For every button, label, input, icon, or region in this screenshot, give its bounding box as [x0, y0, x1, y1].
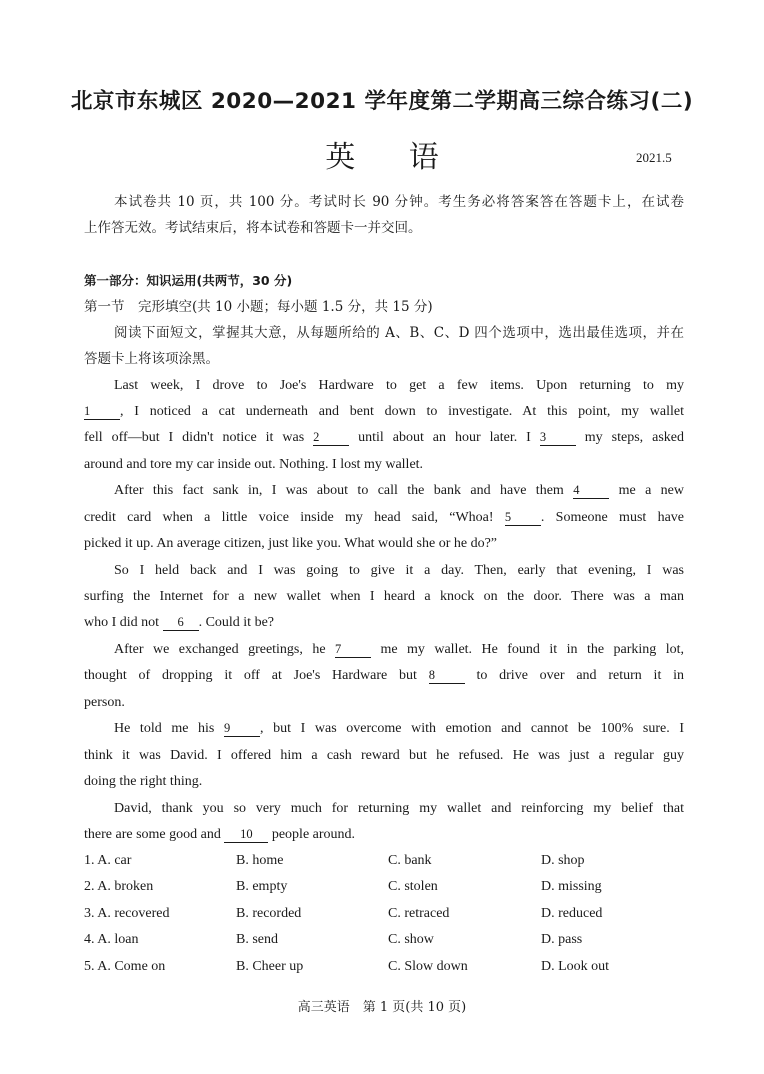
- blank-9: 9: [224, 720, 260, 737]
- option-b: B. empty: [236, 879, 288, 894]
- passage-line: credit card when a little voice inside my head said, “Whoa! 5 . Someone must have: [84, 510, 685, 525]
- blank-3: 3: [540, 429, 576, 446]
- passage-line: After we exchanged greetings, he 7 me my wallet. He found it in the parking lot,: [114, 642, 684, 657]
- instruction-line-1: 阅读下面短文，掌握其大意，从每题所给的 A、B、C、D 四个选项中，选出最佳选项，并在: [114, 325, 684, 341]
- blank-8: 8: [429, 667, 465, 684]
- subject-title: 英 语: [325, 140, 461, 175]
- option-row: [84, 954, 704, 980]
- section-heading: 第一节 完形填空(共 10 小题；每小题 1.5 分，共 15 分): [84, 299, 433, 315]
- passage-line: So I held back and I was going to give it a day. Then, early that evening, I was: [114, 563, 684, 578]
- instruction-line-2: 答题卡上将该项涂黑。: [84, 351, 219, 367]
- page-footer: 高三英语 第 1 页(共 10 页): [297, 1000, 467, 1015]
- option-row: [84, 901, 704, 927]
- option-d: D. shop: [541, 853, 585, 868]
- option-c: C. retraced: [388, 906, 450, 921]
- option-d: D. missing: [541, 879, 602, 894]
- blank-7: 7: [335, 641, 371, 658]
- exam-date: 2021.5: [636, 150, 672, 165]
- option-row: [84, 927, 704, 953]
- option-row: [84, 874, 704, 900]
- passage-line: thought of dropping it off at Joe's Hardware but 8 to drive over and return it in: [84, 668, 684, 683]
- option-c: C. bank: [388, 853, 432, 868]
- option-c: C. stolen: [388, 879, 438, 894]
- passage-line: person.: [84, 695, 125, 710]
- part-heading: 第一部分：知识运用(共两节，30 分): [84, 273, 293, 288]
- passage-line: surfing the Internet for a new wallet when I heard a knock on the door. There was a man: [84, 589, 684, 604]
- passage-line: around and tore my car inside out. Nothing. I lost my wallet.: [84, 457, 424, 472]
- blank-10: 10: [224, 826, 268, 843]
- blank-5: 5: [505, 509, 541, 526]
- option-c: C. Slow down: [388, 959, 468, 974]
- passage-line: there are some good and 10 people around.: [84, 827, 356, 842]
- passage-line: think it was David. I offered him a cash reward but he refused. He was just a regular guy: [84, 748, 684, 763]
- option-row: [84, 848, 704, 874]
- option-b: B. recorded: [236, 906, 302, 921]
- option-a: 4. A. loan: [84, 932, 139, 947]
- intro-line-1: 本试卷共 10 页，共 100 分。考试时长 90 分钟。考生务必将答案答在答题卡上，在试卷: [114, 194, 684, 210]
- passage-line: picked it up. An average citizen, just like you. What would she or he do?”: [84, 536, 498, 551]
- passage-line: doing the right thing.: [84, 774, 203, 789]
- option-a: 3. A. recovered: [84, 906, 170, 921]
- option-b: B. send: [236, 932, 278, 947]
- option-c: C. show: [388, 932, 434, 947]
- option-d: D. reduced: [541, 906, 603, 921]
- passage-line: Last week, I drove to Joe's Hardware to get a few items. Upon returning to my: [114, 378, 684, 393]
- passage-line: After this fact sank in, I was about to call the bank and have them 4 me a new: [114, 483, 684, 498]
- blank-4: 4: [573, 482, 609, 499]
- blank-6: 6: [163, 614, 199, 631]
- passage-line: fell off—but I didn't notice it was 2 until about an hour later. I 3 my steps, asked: [84, 430, 684, 445]
- option-d: D. Look out: [541, 959, 610, 974]
- option-b: B. home: [236, 853, 284, 868]
- exam-title: 北京市东城区 2020—2021 学年度第二学期高三综合练习(二): [70, 89, 694, 114]
- option-a: 5. A. Come on: [84, 959, 166, 974]
- passage-line: David, thank you so very much for returning my wallet and reinforcing my belief that: [114, 801, 684, 816]
- option-d: D. pass: [541, 932, 583, 947]
- option-b: B. Cheer up: [236, 959, 304, 974]
- passage-line: He told me his 9 , but I was overcome with emotion and cannot be 100% sure. I: [114, 721, 685, 736]
- passage-line: who I did not 6 . Could it be?: [84, 615, 274, 630]
- passage-line: 1 , I noticed a cat underneath and bent down to investigate. At this point, my wallet: [84, 404, 684, 419]
- intro-line-2: 上作答无效。考试结束后，将本试卷和答题卡一并交回。: [84, 220, 422, 236]
- blank-1: 1: [84, 403, 120, 420]
- option-a: 1. A. car: [84, 853, 132, 868]
- option-a: 2. A. broken: [84, 879, 154, 894]
- blank-2: 2: [313, 429, 349, 446]
